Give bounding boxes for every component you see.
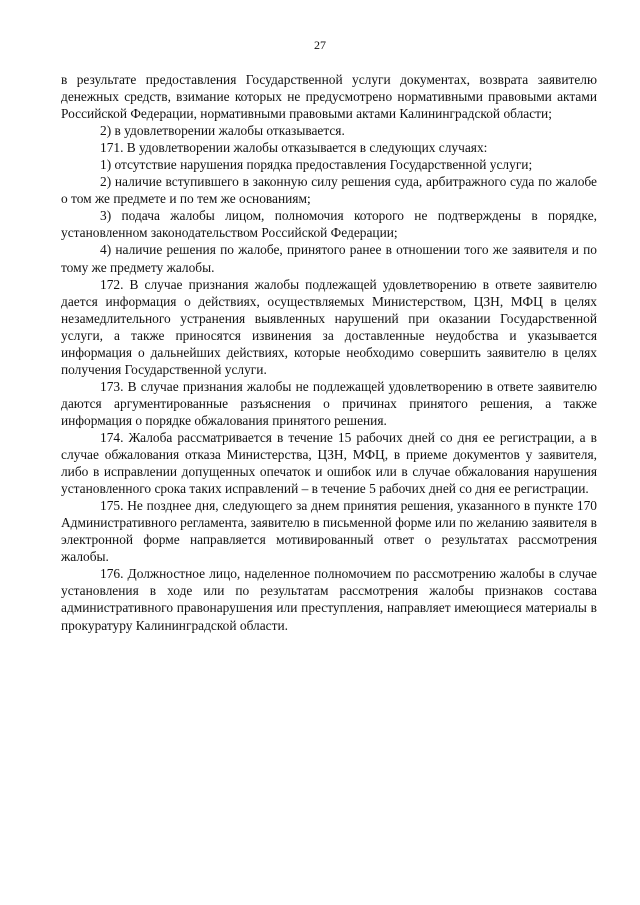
paragraph-175: 175. Не позднее дня, следующего за днем принятия решения, указанного в пункте 170 Административного регламента, заявителю в письменной форме или по желанию заявителя в электронной форме направляется мотивированный ответ о результатах рассмотрения жалобы. xyxy=(61,498,597,565)
page-number: 27 xyxy=(314,38,326,52)
document-body xyxy=(61,71,597,634)
paragraph-item-2-refusal: 2) в удовлетворении жалобы отказывается. xyxy=(100,123,345,139)
paragraph-171-item-3: 3) подача жалобы лицом, полномочия которого не подтверждены в порядке, установленном законодательством Российской Федерации; xyxy=(61,208,597,241)
paragraph-173: 173. В случае признания жалобы не подлежащей удовлетворению в ответе заявителю даются аргументированные разъяснения о причинах принятого решения, а также информация о порядке обжалования принятого решения. xyxy=(61,378,597,428)
paragraph-176: 176. Должностное лицо, наделенное полномочием по рассмотрению жалобы в случае установления в ходе или по результатам рассмотрения жалобы признаков состава административного правонарушения или преступления, направляет имеющиеся материалы в прокуратуру Калининградской области. xyxy=(61,566,597,633)
paragraph-172: 172. В случае признания жалобы подлежащей удовлетворению в ответе заявителю дается информация о действиях, осуществляемых Министерством, ЦЗН, МФЦ в целях незамедлительного устранения выявленных нарушений при оказании Государственной услуги, а также приносятся извинения за доставленные неудобства и указывается информация о дальнейших действиях, которые необходимо совершить заявителю в целях получения Государственной услуги. xyxy=(61,276,597,377)
paragraph-171: 171. В удовлетворении жалобы отказывается в следующих случаях: xyxy=(100,140,488,156)
paragraph-171-item-4: 4) наличие решения по жалобе, принятого ранее в отношении того же заявителя и по тому же предмету жалобы. xyxy=(61,242,597,275)
paragraph-171-item-1: 1) отсутствие нарушения порядка предоставления Государственной услуги; xyxy=(100,157,533,173)
paragraph-171-item-2: 2) наличие вступившего в законную силу решения суда, арбитражного суда по жалобе о том же предмете и по тем же основаниям; xyxy=(61,174,597,207)
paragraph-continuation: в результате предоставления Государственной услуги документах, возврата заявителю денежных средств, взимание которых не предусмотрено нормативными правовыми актами Российской Федерации, нормативными правовыми актами Калининградской области; xyxy=(61,72,597,122)
paragraph-174: 174. Жалоба рассматривается в течение 15 рабочих дней со дня ее регистрации, а в случае обжалования отказа Министерства, ЦЗН, МФЦ, в приеме документов у заявителя, либо в исправлении допущенных опечаток и ошибок или в случае обжалования нарушения установленного срока таких исправлений – в течение 5 рабочих дней со дня ее регистрации. xyxy=(61,429,597,497)
